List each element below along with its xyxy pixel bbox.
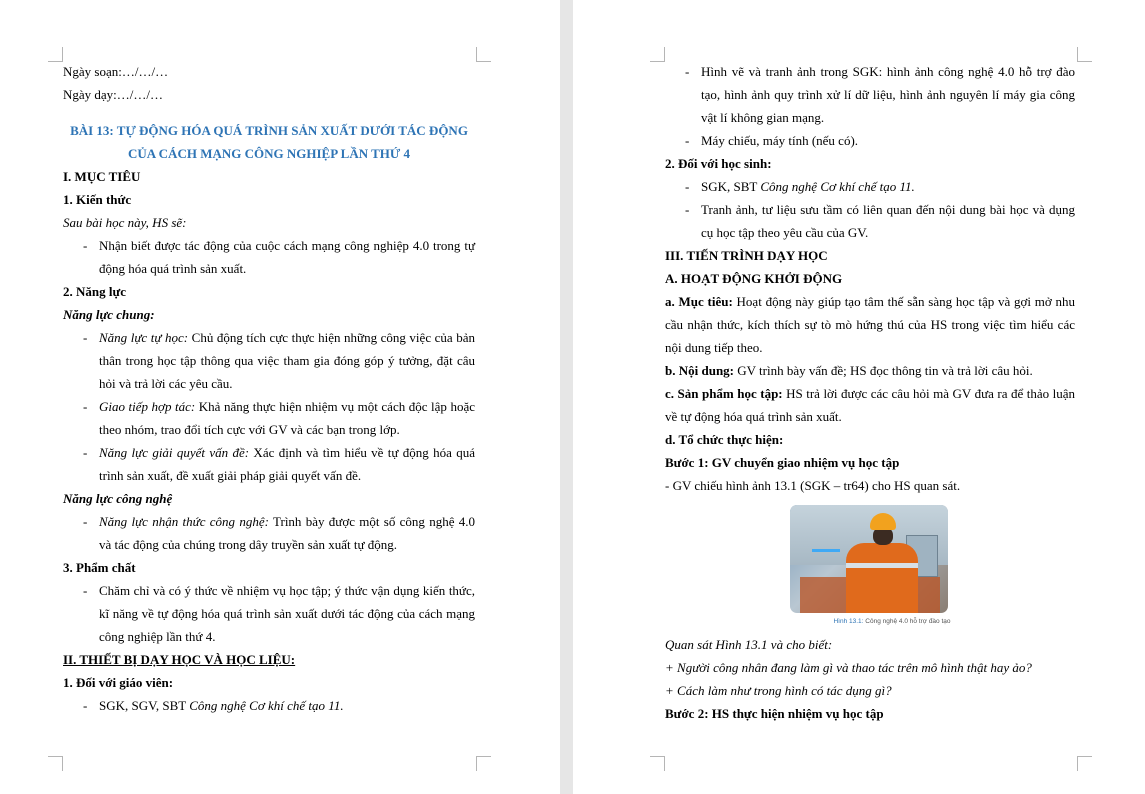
step-text: - GV chiếu hình ảnh 13.1 (SGK – tr64) cho HS quan sát.: [665, 478, 961, 493]
product-paragraph: [665, 382, 1075, 428]
date-prepared: Ngày soạn:…/…/…: [63, 64, 169, 79]
margin-mark: [1077, 47, 1092, 62]
goal-label: a. Mục tiêu:: [665, 294, 733, 309]
ability-label: Năng lực tự học:: [99, 330, 189, 345]
margin-mark: [476, 47, 491, 62]
observe-prompt: Quan sát Hình 13.1 và cho biết:: [665, 637, 833, 652]
ability-label: Năng lực nhận thức công nghệ:: [99, 514, 269, 529]
lesson-title: [63, 119, 475, 165]
margin-mark: [650, 756, 665, 771]
bullet-text: SGK, SGV, SBT: [99, 698, 190, 713]
product-label: c. Sản phẩm học tập:: [665, 386, 783, 401]
subsection-heading: 1. Kiến thức: [63, 192, 132, 207]
document-page-right: [573, 0, 1145, 794]
lesson-title-line1: BÀI 13: TỰ ĐỘNG HÓA QUÁ TRÌNH SẢN XUẤT DƯỚI TÁC ĐỘNG: [70, 123, 468, 138]
bullet-item: [63, 395, 475, 441]
bullet-item: - Chăm chỉ và có ý thức về nhiệm vụ học tập; ý thức vận dụng kiến thức, kĩ năng về tự động hóa quá trình sản xuất dưới tác động của cách mạng công nghiệp lần thứ 4.: [63, 579, 475, 648]
subsection-heading: 2. Năng lực: [63, 284, 127, 299]
book-title: Công nghệ Cơ khí chế tạo 11.: [760, 179, 915, 194]
organization-heading: d. Tổ chức thực hiện:: [665, 432, 784, 447]
figure-caption-text: Công nghệ 4.0 hỗ trợ đào tạo: [863, 618, 951, 625]
figure-caption-number: Hình 13.1:: [833, 618, 864, 625]
figure-13-1[interactable]: [665, 505, 1075, 629]
section-heading: I. MỤC TIÊU: [63, 169, 141, 184]
book-title: Công nghệ Cơ khí chế tạo 11.: [189, 698, 344, 713]
margin-mark: [1077, 756, 1092, 771]
worker-training-photo[interactable]: [790, 505, 948, 613]
content-paragraph: [665, 359, 1075, 382]
section-heading: A. HOẠT ĐỘNG KHỞI ĐỘNG: [665, 271, 843, 286]
margin-mark: [48, 756, 63, 771]
step-heading: Bước 1: GV chuyển giao nhiệm vụ học tập: [665, 455, 900, 470]
ability-group-heading: Năng lực chung:: [63, 307, 155, 322]
subsection-heading: 2. Đối với học sinh:: [665, 156, 772, 171]
ability-label: Năng lực giải quyết vấn đề:: [99, 445, 250, 460]
ability-text: Xác định và tìm hiểu về tự động hóa quá trình sản xuất, đề xuất giải pháp giải quyết vấn đề.: [99, 445, 475, 483]
margin-mark: [650, 47, 665, 62]
page-content[interactable]: [665, 60, 1075, 725]
bullet-item: [665, 175, 1075, 198]
bullet-item: [63, 441, 475, 487]
bullet-item: - Hình vẽ và tranh ảnh trong SGK: hình ảnh công nghệ 4.0 hỗ trợ đào tạo, hình ảnh quy trình xử lí dữ liệu, hình ảnh nguyên lí máy gia công vật lí không gian mạng.: [665, 60, 1075, 129]
page-content[interactable]: [63, 60, 475, 717]
content-label: b. Nội dung:: [665, 363, 734, 378]
date-taught: Ngày dạy:…/…/…: [63, 87, 164, 102]
section-heading: [63, 648, 475, 671]
step-heading: Bước 2: HS thực hiện nhiệm vụ học tập: [665, 706, 884, 721]
goal-text: Hoạt động này giúp tạo tâm thế sẵn sàng học tập và gợi mở nhu cầu nhận thức, kích thích sự tò mò hứng thú của HS trong việc tìm hiểu các nội dung tiếp theo.: [665, 294, 1075, 355]
ability-text: Khả năng thực hiện nhiệm vụ một cách độc lập hoặc theo nhóm, trao đổi tích cực với GV và các bạn trong lớp.: [99, 399, 475, 437]
product-text: HS trả lời được các câu hỏi mà GV đưa ra để thảo luận về tự động hóa quá trình sản xuất.: [665, 386, 1075, 424]
bullet-item: - Tranh ảnh, tư liệu sưu tầm có liên quan đến nội dung bài học và dụng cụ học tập theo yêu cầu của GV.: [665, 198, 1075, 244]
bullet-item: - Nhận biết được tác động của cuộc cách mạng công nghiệp 4.0 trong tự động hóa quá trình sản xuất.: [63, 234, 475, 280]
section-heading-text: II. THIẾT BỊ DẠY HỌC VÀ HỌC LIỆU:: [63, 652, 296, 667]
margin-mark: [476, 756, 491, 771]
ability-text: Chủ động tích cực thực hiện những công việc của bản thân trong học tập thông qua việc tham gia đóng góp ý tưởng, đặt câu hỏi và trả lời các yêu cầu.: [99, 330, 475, 391]
intro-text: Sau bài học này, HS sẽ:: [63, 215, 187, 230]
goal-paragraph: [665, 290, 1075, 359]
section-heading: III. TIẾN TRÌNH DẠY HỌC: [665, 248, 828, 263]
margin-mark: [48, 47, 63, 62]
subsection-heading: 1. Đối với giáo viên:: [63, 675, 174, 690]
bullet-text: SGK, SBT: [701, 179, 761, 194]
ability-label: Giao tiếp hợp tác:: [99, 399, 196, 414]
bullet-item: [63, 694, 475, 717]
content-text: GV trình bày vấn đề; HS đọc thông tin và trả lời câu hỏi.: [734, 363, 1033, 378]
document-page-left: [0, 0, 560, 794]
ability-text: Trình bày được một số công nghệ 4.0 và tác động của chúng trong dây truyền sản xuất tự động.: [99, 514, 476, 552]
figure-caption: [665, 617, 1075, 627]
lesson-title-line2: CỦA CÁCH MẠNG CÔNG NGHIỆP LẦN THỨ 4: [127, 146, 411, 161]
ability-group-heading: Năng lực công nghệ: [63, 491, 173, 506]
bullet-item: [63, 510, 475, 556]
question-item: + Cách làm như trong hình có tác dụng gì?: [665, 683, 892, 698]
bullet-item: - Máy chiếu, máy tính (nếu có).: [665, 129, 1075, 152]
subsection-heading: 3. Phẩm chất: [63, 560, 136, 575]
question-item: + Người công nhân đang làm gì và thao tác trên mô hình thật hay ảo?: [665, 660, 1032, 675]
bullet-item: [63, 326, 475, 395]
